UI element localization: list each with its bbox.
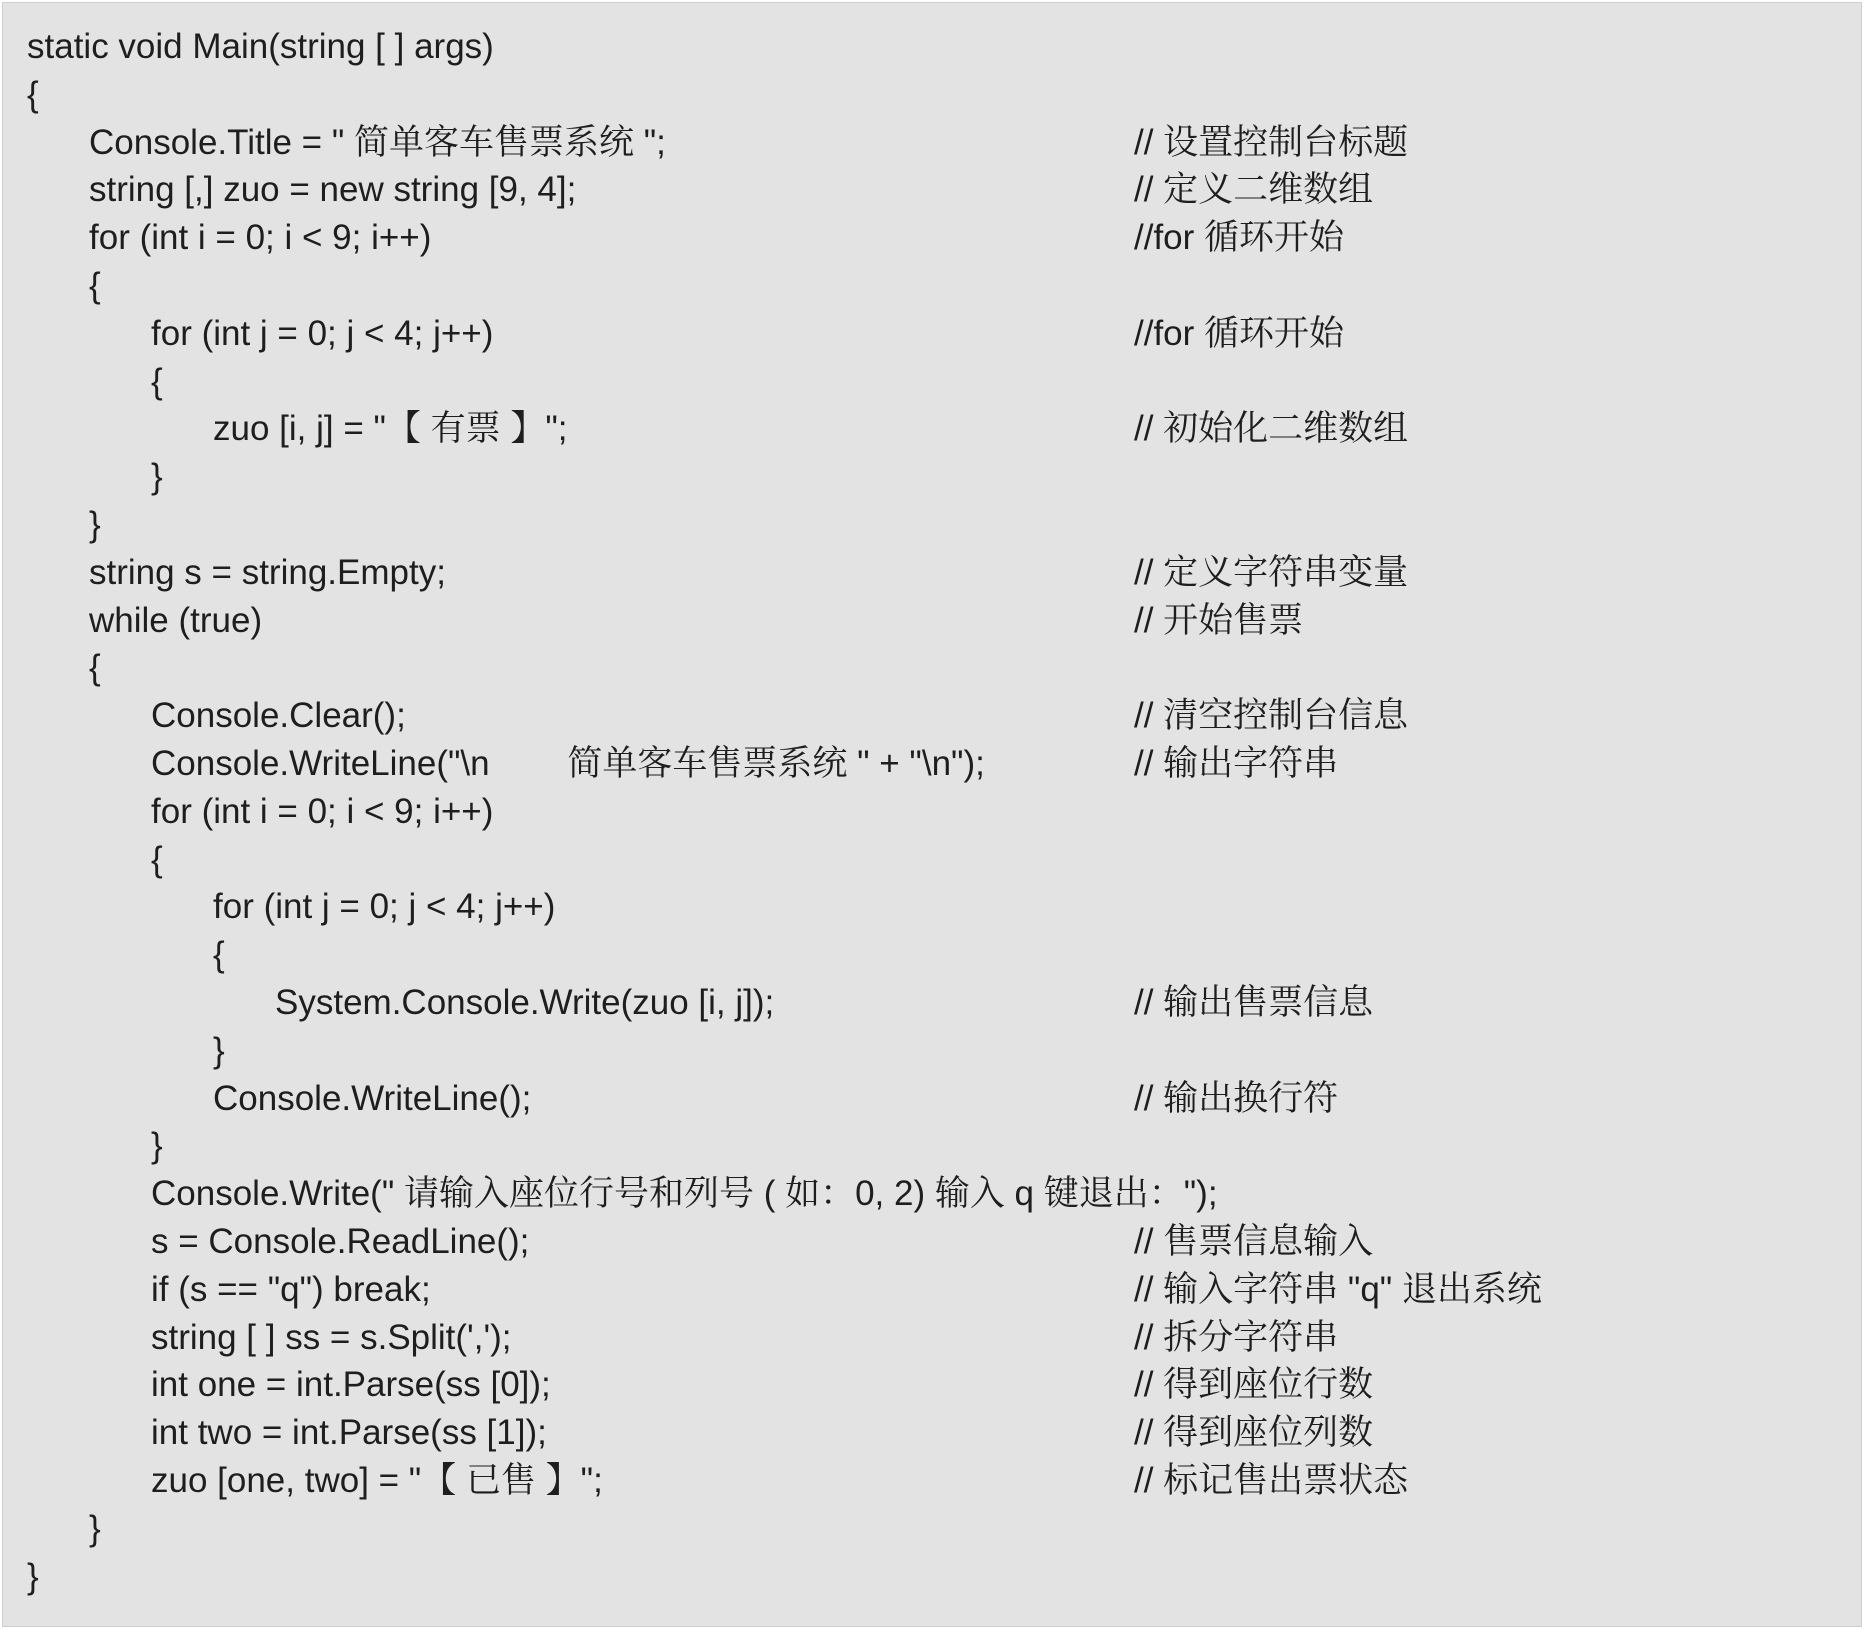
code-comment: // 定义二维数组 <box>1134 170 1374 210</box>
code-comment: //for 循环开始 <box>1134 313 1345 353</box>
code-text: Console.WriteLine("\n 简单客车售票系统 " + "\n"); <box>151 743 985 783</box>
code-comment: // 开始售票 <box>1134 600 1304 640</box>
code-text: { <box>27 74 39 114</box>
code-comment: // 输出字符串 <box>1134 743 1339 783</box>
code-text: Console.Clear(); <box>151 696 406 736</box>
code-text: Console.Write(" 请输入座位行号和列号 ( 如：0, 2) 输入 q 键退出："); <box>151 1174 1218 1214</box>
code-text: while (true) <box>89 600 263 640</box>
code-text: s = Console.ReadLine(); <box>151 1221 530 1261</box>
code-text: static void Main(string [ ] args) <box>27 27 494 66</box>
code-text: { <box>151 361 163 401</box>
code-text: for (int i = 0; i < 9; i++) <box>151 791 494 831</box>
code-text: } <box>151 1126 163 1166</box>
code-text: Console.Title = " 简单客车售票系统 "; <box>89 122 666 162</box>
code-comment: // 输出售票信息 <box>1134 982 1374 1022</box>
code-text: int two = int.Parse(ss [1]); <box>151 1413 547 1453</box>
code-text: int one = int.Parse(ss [0]); <box>151 1365 551 1405</box>
code-text: { <box>213 935 225 975</box>
code-text: { <box>89 648 101 688</box>
code-text: string s = string.Empty; <box>89 552 446 592</box>
code-comment: // 清空控制台信息 <box>1134 696 1409 736</box>
code-comment: // 输入字符串 "q" 退出系统 <box>1134 1269 1542 1309</box>
code-text: for (int i = 0; i < 9; i++) <box>89 218 432 258</box>
code-comment: // 得到座位行数 <box>1134 1365 1374 1405</box>
code-text: { <box>151 839 163 879</box>
code-text: } <box>89 504 101 544</box>
code-comment: // 得到座位列数 <box>1134 1413 1374 1453</box>
code-text: Console.WriteLine(); <box>213 1078 532 1118</box>
code-text: } <box>89 1508 101 1548</box>
code-text: } <box>213 1030 225 1070</box>
code-comment: // 拆分字符串 <box>1134 1317 1339 1357</box>
code-comment: // 初始化二维数组 <box>1134 409 1409 449</box>
code-text: } <box>27 1556 39 1596</box>
code-comment: // 设置控制台标题 <box>1134 122 1409 162</box>
code-text: System.Console.Write(zuo [i, j]); <box>275 982 775 1022</box>
code-comment: //for 循环开始 <box>1134 218 1345 258</box>
code-comment: // 售票信息输入 <box>1134 1221 1374 1261</box>
code-text: } <box>151 457 163 497</box>
code-text: zuo [one, two] = "【 已售 】"; <box>151 1460 603 1500</box>
code-text: string [ ] ss = s.Split(','); <box>151 1317 512 1357</box>
code-comment: // 定义字符串变量 <box>1134 552 1409 592</box>
code-text: for (int j = 0; j < 4; j++) <box>151 313 494 353</box>
code-comment: // 标记售出票状态 <box>1134 1460 1409 1500</box>
code-text: for (int j = 0; j < 4; j++) <box>213 887 556 927</box>
code-text: string [,] zuo = new string [9, 4]; <box>89 170 577 210</box>
code-comment: // 输出换行符 <box>1134 1078 1339 1118</box>
code-text: zuo [i, j] = "【 有票 】"; <box>213 409 568 449</box>
code-listing-panel <box>2 2 1862 1627</box>
code-text: if (s == "q") break; <box>151 1269 431 1309</box>
code-text: { <box>89 265 101 305</box>
